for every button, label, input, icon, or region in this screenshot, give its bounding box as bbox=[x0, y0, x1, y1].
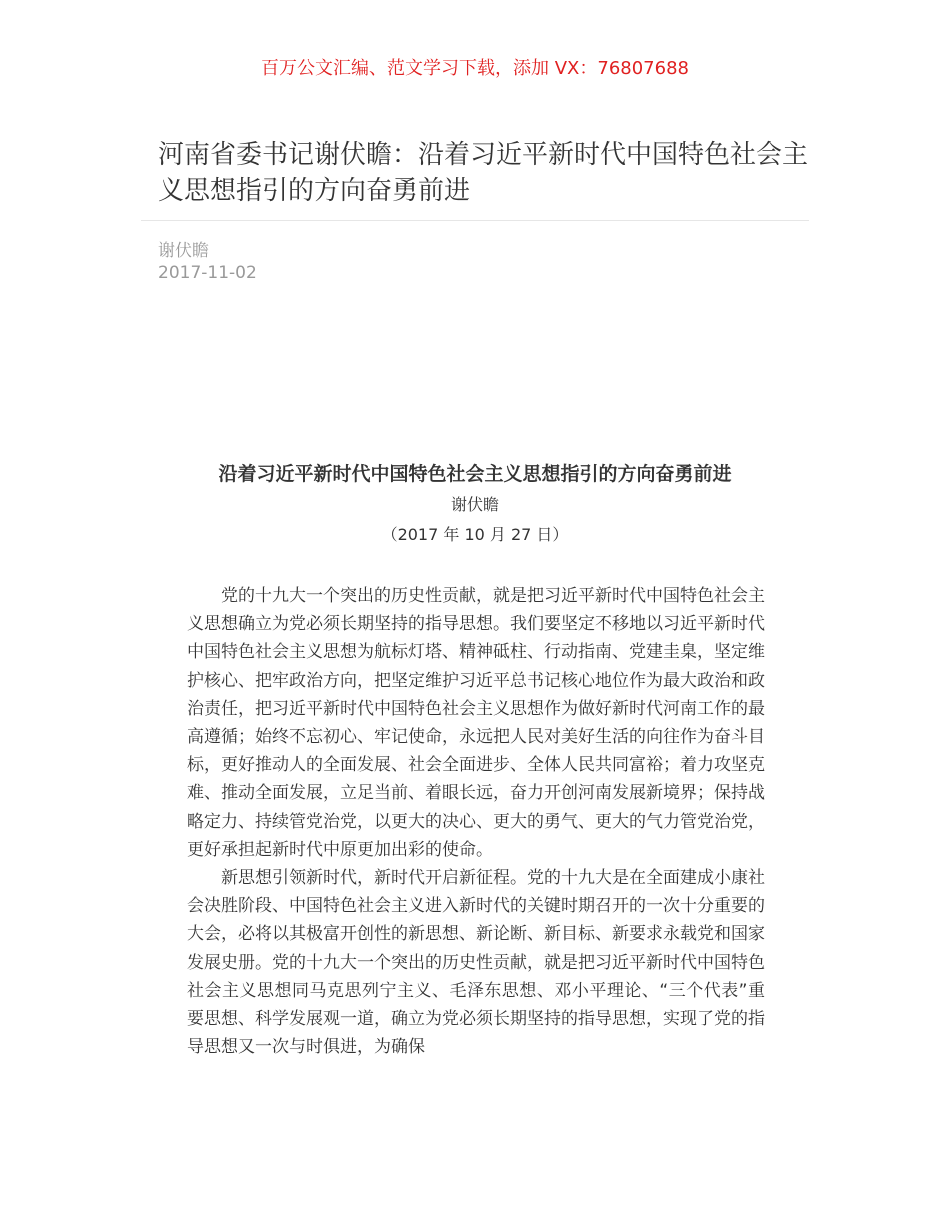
page-title: 河南省委书记谢伏瞻：沿着习近平新时代中国特色社会主义思想指引的方向奋勇前进 bbox=[158, 140, 809, 206]
article-author: 谢伏瞻 bbox=[450, 495, 499, 514]
article-paragraph: 党的十九大一个突出的历史性贡献，就是把习近平新时代中国特色社会主义思想确立为党必须长期坚持的指导思想。我们要坚定不移地以习近平新时代中国特色社会主义思想为航标灯塔、精神砥柱、行动指南、党建圭臬，坚定维护核心、把牢政治方向，把坚定维护习近平总书记核心地位作为最大政治和政治责任，把习近平新时代中国特色社会主义思想作为做好新时代河南工作的最高遵循；始终不忘初心、牢记使命，永远把人民对美好生活的向往作为奋斗目标，更好推动人的全面发展、社会全面进步、全体人民共同富裕；着力攻坚克难、推动全面发展，立足当前、着眼长远，奋力开创河南发展新境界；保持战略定力、持续管党治党，以更大的决心、更大的勇气、更大的气力管党治党，更好承担起新时代中原更加出彩的使命。 bbox=[187, 586, 765, 860]
page-author: 谢伏瞻 bbox=[158, 241, 209, 261]
page-date: 2017-11-02 bbox=[158, 263, 257, 283]
article-heading: 沿着习近平新时代中国特色社会主义思想指引的方向奋勇前进 bbox=[218, 463, 732, 485]
article-body bbox=[187, 582, 765, 1061]
article-paragraph: 新思想引领新时代，新时代开启新征程。党的十九大是在全面建成小康社会决胜阶段、中国特色社会主义进入新时代的关键时期召开的一次十分重要的大会，必将以其极富开创性的新思想、新论断、新目标、新要求永载党和国家发展史册。党的十九大一个突出的历史性贡献，就是把习近平新时代中国特色社会主义思想同马克思列宁主义、毛泽东思想、邓小平理论、“三个代表”重要思想、科学发展观一道，确立为党必须长期坚持的指导思想，实现了党的指导思想又一次与时俱进，为确保 bbox=[187, 868, 765, 1058]
promo-banner: 百万公文汇编、范文学习下载，添加 VX：76807688 bbox=[261, 58, 689, 79]
page-meta bbox=[158, 240, 257, 284]
title-divider bbox=[141, 220, 809, 221]
article-date: （2017 年 10 月 27 日） bbox=[381, 525, 569, 544]
